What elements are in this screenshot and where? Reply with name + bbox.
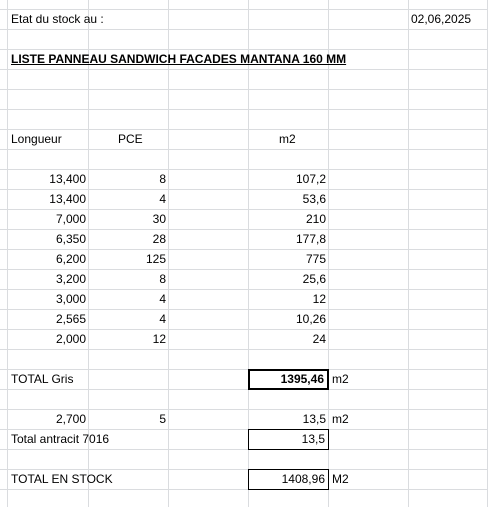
cell-area[interactable]: 177,8	[295, 232, 326, 246]
col-header-pieces[interactable]: PCE	[118, 132, 143, 146]
cell-area[interactable]: 775	[305, 252, 326, 266]
grid-row-line	[0, 149, 488, 150]
stock-status-label[interactable]: Etat du stock au :	[11, 12, 104, 26]
cell-area[interactable]: 53,6	[302, 192, 326, 206]
col-header-area[interactable]: m2	[279, 132, 296, 146]
cell-area[interactable]: 24	[312, 332, 326, 346]
cell-length[interactable]: 13,400	[49, 172, 86, 186]
cell-length[interactable]: 3,000	[55, 292, 86, 306]
sheet-title[interactable]: LISTE PANNEAU SANDWICH FACADES MANTANA 160 MM	[11, 52, 347, 66]
cell-pieces[interactable]: 125	[145, 252, 166, 266]
cell-pieces[interactable]: 28	[152, 232, 166, 246]
cell-length[interactable]: 2,000	[55, 332, 86, 346]
grid-row-line	[0, 69, 488, 70]
cell-length[interactable]: 2,565	[55, 312, 86, 326]
cell-area[interactable]: 12	[312, 292, 326, 306]
grid-row-line	[0, 109, 488, 110]
cell-length[interactable]: 6,200	[55, 252, 86, 266]
grid-row-line	[0, 489, 488, 490]
cell-pieces[interactable]: 8	[159, 272, 166, 286]
grid-row-line	[0, 389, 488, 390]
cell-pieces[interactable]: 4	[159, 312, 166, 326]
cell-area[interactable]: 210	[305, 212, 326, 226]
cell-pieces[interactable]: 4	[159, 192, 166, 206]
total-gris-value[interactable]: 1395,46	[248, 369, 329, 390]
antracit-length[interactable]: 2,700	[55, 412, 86, 426]
cell-length[interactable]: 13,400	[49, 192, 86, 206]
total-gris-label[interactable]: TOTAL Gris	[11, 372, 74, 386]
total-gris-unit[interactable]: m2	[332, 372, 349, 386]
grid-col-line	[408, 0, 409, 507]
cell-pieces[interactable]: 4	[159, 292, 166, 306]
cell-length[interactable]: 7,000	[55, 212, 86, 226]
cell-length[interactable]: 3,200	[55, 272, 86, 286]
cell-length[interactable]: 6,350	[55, 232, 86, 246]
total-antracit-value[interactable]: 13,5	[248, 429, 329, 450]
antracit-area[interactable]: 13,5	[302, 412, 326, 426]
grid-row-line	[0, 449, 488, 450]
grid-row-line	[0, 129, 488, 130]
cell-pieces[interactable]: 8	[159, 172, 166, 186]
grid-row-line	[0, 89, 488, 90]
cell-area[interactable]: 10,26	[295, 312, 326, 326]
cell-pieces[interactable]: 30	[152, 212, 166, 226]
total-antracit-label[interactable]: Total antracit 7016	[11, 432, 110, 446]
cell-area[interactable]: 25,6	[302, 272, 326, 286]
grid-col-line	[168, 0, 169, 507]
antracit-pieces[interactable]: 5	[159, 412, 166, 426]
cell-pieces[interactable]: 12	[152, 332, 166, 346]
col-header-length[interactable]: Longueur	[11, 132, 62, 146]
grid-row-line	[0, 349, 488, 350]
grid-row-line	[0, 29, 488, 30]
total-stock-label[interactable]: TOTAL EN STOCK	[11, 472, 113, 486]
cell-area[interactable]: 107,2	[295, 172, 326, 186]
total-stock-unit[interactable]: M2	[332, 472, 349, 486]
stock-date[interactable]: 02,06,2025	[411, 12, 472, 26]
antracit-unit[interactable]: m2	[332, 412, 349, 426]
total-stock-value[interactable]: 1408,96	[248, 469, 329, 490]
